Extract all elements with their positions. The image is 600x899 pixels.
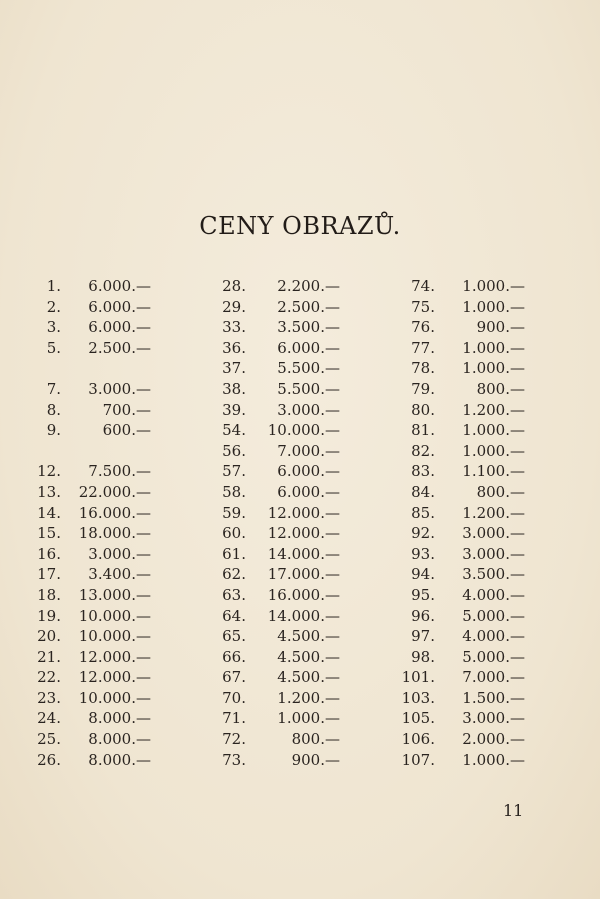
catalogue-number: 96. (411, 606, 435, 625)
catalogue-number: 20. (37, 627, 61, 646)
price-value: 5.500.— (277, 359, 340, 378)
price-row (212, 461, 340, 482)
catalogue-number: 36. (222, 338, 246, 357)
price-value: 1.000.— (462, 421, 525, 440)
price-row (392, 544, 525, 565)
catalogue-number: 3. (46, 318, 61, 337)
price-row (392, 379, 525, 400)
price-row (212, 379, 340, 400)
catalogue-number: 28. (222, 277, 246, 295)
catalogue-number: 107. (401, 750, 435, 769)
catalogue-number: 63. (222, 585, 246, 604)
price-value: 800.— (476, 482, 525, 501)
catalogue-number: 106. (401, 730, 435, 749)
catalogue-number: 25. (37, 730, 61, 749)
price-row (30, 585, 151, 606)
price-row (392, 503, 525, 524)
price-row (212, 297, 340, 318)
catalogue-number: 2. (46, 297, 61, 316)
price-value: 8.000.— (88, 709, 151, 728)
catalogue-number: 64. (222, 606, 246, 625)
price-row (30, 358, 151, 379)
page-title: CENY OBRAZŮ. (199, 212, 401, 240)
price-row (392, 358, 525, 379)
price-value: 7.000.— (277, 441, 340, 460)
price-row (392, 523, 525, 544)
page-number: 11 (503, 801, 524, 820)
catalogue-number: 29. (222, 297, 246, 316)
catalogue-number: 85. (411, 503, 435, 522)
price-column-1 (30, 276, 151, 770)
price-value: 6.000.— (277, 482, 340, 501)
catalogue-number: 57. (222, 462, 246, 481)
price-value: 2.500.— (88, 338, 151, 357)
price-row (30, 338, 151, 359)
price-row (392, 441, 525, 462)
catalogue-number: 16. (37, 544, 61, 563)
price-value: 1.200.— (462, 400, 525, 419)
price-value: 2.500.— (277, 297, 340, 316)
price-row (212, 564, 340, 585)
price-value: 8.000.— (88, 750, 151, 769)
price-value: 2.000.— (462, 730, 525, 749)
price-row (392, 688, 525, 709)
price-value: 6.000.— (277, 338, 340, 357)
catalogue-number: 84. (411, 482, 435, 501)
price-column-2 (212, 276, 340, 770)
price-row (392, 461, 525, 482)
catalogue-number: 76. (411, 318, 435, 337)
catalogue-number: 61. (222, 544, 246, 563)
price-row (30, 276, 151, 297)
price-row (212, 523, 340, 544)
price-row (212, 688, 340, 709)
price-value: 900.— (476, 318, 525, 337)
catalogue-number: 38. (222, 379, 246, 398)
price-row (30, 461, 151, 482)
catalogue-number: 59. (222, 503, 246, 522)
price-row (212, 338, 340, 359)
catalogue-number: 5. (46, 338, 61, 357)
catalogue-number: 60. (222, 524, 246, 543)
price-value: 700.— (102, 400, 151, 419)
price-row (30, 441, 151, 462)
price-value: 10.000.— (78, 627, 151, 646)
catalogue-number: 78. (411, 359, 435, 378)
price-row (30, 667, 151, 688)
price-value: 6.000.— (88, 318, 151, 337)
catalogue-number: 24. (37, 709, 61, 728)
price-row (212, 276, 340, 297)
catalogue-number: 92. (411, 524, 435, 543)
price-row (392, 708, 525, 729)
price-value: 3.000.— (277, 400, 340, 419)
catalogue-number: 62. (222, 565, 246, 584)
catalogue-number: 66. (222, 647, 246, 666)
price-row (392, 482, 525, 503)
price-value: 3.500.— (462, 565, 525, 584)
price-value: 5.000.— (462, 606, 525, 625)
price-row (392, 297, 525, 318)
price-row (392, 647, 525, 668)
price-row (30, 544, 151, 565)
catalogue-number: 58. (222, 482, 246, 501)
catalogue-number: 101. (401, 668, 435, 687)
catalogue-number: 13. (37, 482, 61, 501)
price-row (30, 503, 151, 524)
catalogue-number: 70. (222, 688, 246, 707)
catalogue-number: 80. (411, 400, 435, 419)
price-value: 16.000.— (267, 585, 340, 604)
price-value: 4.000.— (462, 585, 525, 604)
catalogue-number: 54. (222, 421, 246, 440)
price-row (212, 585, 340, 606)
price-column-3 (392, 276, 525, 770)
price-row (212, 729, 340, 750)
catalogue-number: 67. (222, 668, 246, 687)
price-row (212, 626, 340, 647)
price-row (212, 358, 340, 379)
catalogue-number: 105. (401, 709, 435, 728)
price-value: 1.000.— (462, 359, 525, 378)
price-row (30, 647, 151, 668)
price-row (212, 708, 340, 729)
price-row (212, 667, 340, 688)
price-row (30, 379, 151, 400)
price-row (212, 606, 340, 627)
price-value: 2.200.— (277, 277, 340, 295)
price-row (30, 297, 151, 318)
catalogue-number: 37. (222, 359, 246, 378)
price-row (392, 400, 525, 421)
price-value: 3.400.— (88, 565, 151, 584)
price-row (212, 317, 340, 338)
price-value: 12.000.— (267, 524, 340, 543)
price-value: 14.000.— (267, 544, 340, 563)
catalogue-number: 79. (411, 379, 435, 398)
catalogue-number: 33. (222, 318, 246, 337)
price-row (392, 750, 525, 771)
catalogue-number: 12. (37, 462, 61, 481)
price-value: 1.200.— (277, 688, 340, 707)
price-row (212, 400, 340, 421)
price-value: 1.100.— (462, 462, 525, 481)
price-row (212, 647, 340, 668)
catalogue-number: 18. (37, 585, 61, 604)
catalogue-number: 65. (222, 627, 246, 646)
price-row (30, 523, 151, 544)
price-row (30, 564, 151, 585)
price-value: 10.000.— (78, 688, 151, 707)
catalogue-number: 73. (222, 750, 246, 769)
price-value: 10.000.— (78, 606, 151, 625)
price-value: 10.000.— (267, 421, 340, 440)
catalogue-number: 17. (37, 565, 61, 584)
price-value: 6.000.— (88, 297, 151, 316)
price-row (392, 667, 525, 688)
catalogue-number: 98. (411, 647, 435, 666)
price-value: 3.000.— (462, 544, 525, 563)
price-row (30, 482, 151, 503)
price-row (30, 688, 151, 709)
catalogue-number: 71. (222, 709, 246, 728)
price-value: 3.500.— (277, 318, 340, 337)
catalogue-number: 7. (46, 379, 61, 398)
price-value: 800.— (291, 730, 340, 749)
price-value: 1.000.— (462, 338, 525, 357)
price-value: 6.000.— (277, 462, 340, 481)
catalogue-number: 75. (411, 297, 435, 316)
price-value: 13.000.— (78, 585, 151, 604)
price-value: 18.000.— (78, 524, 151, 543)
price-row (392, 606, 525, 627)
catalogue-number: 15. (37, 524, 61, 543)
catalogue-number: 39. (222, 400, 246, 419)
price-value: 4.500.— (277, 627, 340, 646)
price-value: 1.500.— (462, 688, 525, 707)
price-row (392, 729, 525, 750)
price-row (30, 420, 151, 441)
price-value: 12.000.— (78, 668, 151, 687)
price-value: 7.500.— (88, 462, 151, 481)
catalogue-number: 82. (411, 441, 435, 460)
catalogue-number: 83. (411, 462, 435, 481)
catalogue-number: 19. (37, 606, 61, 625)
price-row (392, 317, 525, 338)
price-row (30, 729, 151, 750)
price-value: 4.500.— (277, 647, 340, 666)
price-value: 900.— (291, 750, 340, 769)
catalogue-number: 9. (46, 421, 61, 440)
price-value: 16.000.— (78, 503, 151, 522)
price-row (212, 503, 340, 524)
price-row (30, 750, 151, 771)
catalogue-number: 23. (37, 688, 61, 707)
price-row (30, 708, 151, 729)
price-value: 6.000.— (88, 277, 151, 295)
price-value: 3.000.— (462, 524, 525, 543)
price-value: 8.000.— (88, 730, 151, 749)
catalogue-number: 21. (37, 647, 61, 666)
catalogue-number: 26. (37, 750, 61, 769)
price-value: 22.000.— (78, 482, 151, 501)
price-row (212, 544, 340, 565)
price-value: 4.000.— (462, 627, 525, 646)
price-row (30, 400, 151, 421)
price-row (30, 626, 151, 647)
price-row (392, 338, 525, 359)
catalogue-number: 97. (411, 627, 435, 646)
price-row (30, 606, 151, 627)
catalogue-number: 56. (222, 441, 246, 460)
price-value: 1.000.— (462, 297, 525, 316)
catalogue-number: 103. (401, 688, 435, 707)
catalogue-number: 93. (411, 544, 435, 563)
catalogue-number: 72. (222, 730, 246, 749)
price-value: 1.200.— (462, 503, 525, 522)
price-value: 800.— (476, 379, 525, 398)
price-value: 1.000.— (462, 750, 525, 769)
catalogue-number: 74. (411, 277, 435, 295)
price-row (212, 441, 340, 462)
price-value: 12.000.— (78, 647, 151, 666)
price-row (212, 750, 340, 771)
price-value: 14.000.— (267, 606, 340, 625)
price-value: 1.000.— (277, 709, 340, 728)
catalogue-number: 8. (46, 400, 61, 419)
price-value: 3.000.— (88, 379, 151, 398)
price-value: 7.000.— (462, 668, 525, 687)
price-value: 1.000.— (462, 441, 525, 460)
price-row (212, 420, 340, 441)
catalogue-number: 81. (411, 421, 435, 440)
price-value: 4.500.— (277, 668, 340, 687)
price-value: 1.000.— (462, 277, 525, 295)
price-value: 5.000.— (462, 647, 525, 666)
price-row (392, 276, 525, 297)
catalogue-number: 14. (37, 503, 61, 522)
price-value: 17.000.— (267, 565, 340, 584)
catalogue-number: 77. (411, 338, 435, 357)
price-row (392, 420, 525, 441)
price-value: 3.000.— (462, 709, 525, 728)
catalogue-number: 95. (411, 585, 435, 604)
price-row (392, 626, 525, 647)
price-value: 600.— (102, 421, 151, 440)
catalogue-number: 1. (46, 277, 61, 295)
price-row (392, 585, 525, 606)
price-row (392, 564, 525, 585)
catalogue-number: 94. (411, 565, 435, 584)
price-row (212, 482, 340, 503)
price-value: 12.000.— (267, 503, 340, 522)
price-value: 3.000.— (88, 544, 151, 563)
price-value: 5.500.— (277, 379, 340, 398)
catalogue-number: 22. (37, 668, 61, 687)
price-row (30, 317, 151, 338)
